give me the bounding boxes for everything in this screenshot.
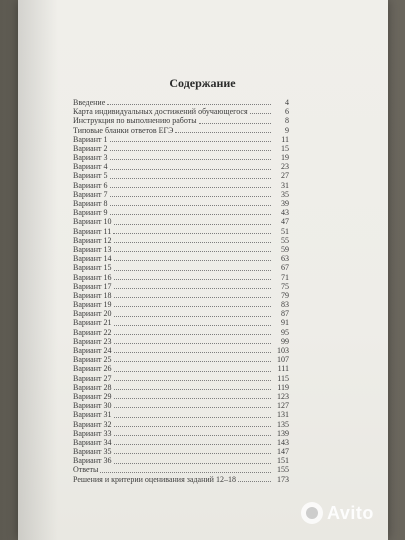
toc-entry-label: Карта индивидуальных достижений обучающегося bbox=[73, 107, 248, 117]
toc-row bbox=[73, 300, 289, 309]
toc-row bbox=[73, 217, 289, 226]
toc-row bbox=[73, 475, 289, 484]
toc-entry-page: 103 bbox=[277, 346, 289, 356]
toc-entry-page: 173 bbox=[277, 474, 289, 484]
toc-dot-leader bbox=[114, 367, 272, 372]
toc-row bbox=[73, 466, 289, 475]
toc-entry-label: Вариант 34 bbox=[73, 437, 112, 447]
bleed-through-text bbox=[240, 56, 310, 76]
toc-dot-leader bbox=[114, 220, 272, 225]
toc-entry-label: Вариант 30 bbox=[73, 401, 112, 411]
toc-entry-label: Вариант 21 bbox=[73, 318, 112, 328]
toc-entry-page: 4 bbox=[285, 97, 289, 107]
toc-row bbox=[73, 328, 289, 337]
toc-dot-leader bbox=[250, 109, 271, 114]
toc-dot-leader bbox=[110, 210, 272, 215]
toc-row bbox=[73, 401, 289, 410]
toc-entry-page: 39 bbox=[281, 199, 289, 209]
toc-entry-label: Вариант 24 bbox=[73, 346, 112, 356]
toc-entry-page: 151 bbox=[277, 456, 289, 466]
toc-entry-page: 147 bbox=[277, 447, 289, 457]
toc-dot-leader bbox=[114, 385, 272, 390]
toc-entry-page: 127 bbox=[277, 401, 289, 411]
toc-entry-label: Вариант 7 bbox=[73, 189, 108, 199]
toc-row bbox=[73, 456, 289, 465]
toc-dot-leader bbox=[114, 449, 272, 454]
toc-dot-leader bbox=[114, 422, 272, 427]
toc-entry-label: Вариант 27 bbox=[73, 373, 112, 383]
toc-row bbox=[73, 227, 289, 236]
toc-dot-leader bbox=[199, 119, 271, 124]
toc-dot-leader bbox=[114, 275, 272, 280]
toc-dot-leader bbox=[113, 229, 271, 234]
toc-entry-label: Вариант 8 bbox=[73, 199, 108, 209]
toc-dot-leader bbox=[114, 266, 272, 271]
toc-entry-page: 55 bbox=[281, 235, 289, 245]
page-title: Содержание bbox=[169, 76, 236, 90]
toc-entry-page: 23 bbox=[281, 162, 289, 172]
toc-entry-page: 87 bbox=[281, 309, 289, 319]
toc-row bbox=[73, 199, 289, 208]
toc-entry-label: Ответы bbox=[73, 465, 99, 475]
toc-dot-leader bbox=[114, 247, 272, 252]
toc-entry-page: 15 bbox=[281, 143, 289, 153]
toc-row bbox=[73, 447, 289, 456]
toc-entry-label: Вариант 18 bbox=[73, 290, 112, 300]
toc-entry-page: 27 bbox=[281, 171, 289, 181]
toc-row bbox=[73, 282, 289, 291]
toc-entry-label: Решения и критерии оценивания заданий 12–18 bbox=[73, 474, 236, 484]
toc-entry-page: 79 bbox=[281, 290, 289, 300]
toc-row bbox=[73, 337, 289, 346]
toc-row bbox=[73, 181, 289, 190]
toc-row bbox=[73, 208, 289, 217]
toc-entry-page: 19 bbox=[281, 153, 289, 163]
toc-entry-label: Вариант 6 bbox=[73, 180, 108, 190]
toc-row bbox=[73, 144, 289, 153]
toc-entry-label: Введение bbox=[73, 97, 106, 107]
toc-entry-page: 143 bbox=[277, 437, 289, 447]
toc-row bbox=[73, 410, 289, 419]
toc-entry-label: Вариант 15 bbox=[73, 263, 112, 273]
toc-entry-page: 67 bbox=[281, 263, 289, 273]
toc-dot-leader bbox=[114, 376, 272, 381]
toc-dot-leader bbox=[114, 293, 272, 298]
toc-entry-label: Вариант 36 bbox=[73, 456, 112, 466]
toc-entry-label: Типовые бланки ответов ЕГЭ bbox=[73, 125, 174, 135]
toc-row bbox=[73, 116, 289, 125]
toc-entry-page: 119 bbox=[277, 382, 289, 392]
toc-dot-leader bbox=[114, 394, 272, 399]
toc-dot-leader bbox=[110, 155, 272, 160]
toc-dot-leader bbox=[114, 312, 272, 317]
toc-entry-label: Вариант 31 bbox=[73, 410, 112, 420]
toc-row bbox=[73, 392, 289, 401]
toc-entry-label: Вариант 29 bbox=[73, 391, 112, 401]
toc-entry-label: Вариант 3 bbox=[73, 153, 108, 163]
toc-row bbox=[73, 346, 289, 355]
toc-row bbox=[73, 319, 289, 328]
toc-entry-page: 111 bbox=[277, 364, 289, 374]
toc-row bbox=[73, 420, 289, 429]
toc-dot-leader bbox=[114, 431, 272, 436]
toc-dot-leader bbox=[114, 459, 272, 464]
toc-dot-leader bbox=[114, 238, 272, 243]
toc-dot-leader bbox=[114, 302, 272, 307]
toc-row bbox=[73, 236, 289, 245]
toc-dot-leader bbox=[114, 284, 272, 289]
toc-entry-page: 35 bbox=[281, 189, 289, 199]
toc-entry-label: Вариант 32 bbox=[73, 419, 112, 429]
toc-entry-label: Вариант 13 bbox=[73, 244, 112, 254]
toc-entry-label: Вариант 19 bbox=[73, 300, 112, 310]
toc-row bbox=[73, 309, 289, 318]
toc-dot-leader bbox=[110, 165, 272, 170]
toc-entry-label: Вариант 20 bbox=[73, 309, 112, 319]
toc-entry-page: 8 bbox=[285, 116, 289, 126]
toc-entry-label: Вариант 2 bbox=[73, 143, 108, 153]
toc-dot-leader bbox=[114, 321, 272, 326]
toc-entry-page: 71 bbox=[281, 272, 289, 282]
toc-entry-page: 51 bbox=[281, 226, 289, 236]
toc-dot-leader bbox=[114, 403, 272, 408]
toc-entry-page: 83 bbox=[281, 300, 289, 310]
toc-dot-leader bbox=[110, 137, 272, 142]
toc-dot-leader bbox=[114, 413, 272, 418]
toc-row bbox=[73, 263, 289, 272]
toc-entry-page: 9 bbox=[285, 125, 289, 135]
toc-entry-page: 107 bbox=[277, 355, 289, 365]
toc-row bbox=[73, 364, 289, 373]
table-of-contents bbox=[73, 98, 289, 484]
toc-entry-page: 47 bbox=[281, 217, 289, 227]
toc-row bbox=[73, 107, 289, 116]
toc-row bbox=[73, 190, 289, 199]
toc-entry-label: Вариант 25 bbox=[73, 355, 112, 365]
toc-entry-page: 123 bbox=[277, 391, 289, 401]
toc-row bbox=[73, 429, 289, 438]
toc-row bbox=[73, 273, 289, 282]
toc-dot-leader bbox=[114, 440, 272, 445]
toc-entry-page: 6 bbox=[285, 107, 289, 117]
toc-dot-leader bbox=[110, 183, 272, 188]
toc-dot-leader bbox=[110, 174, 272, 179]
toc-dot-leader bbox=[238, 477, 271, 482]
toc-entry-page: 115 bbox=[277, 373, 289, 383]
toc-entry-label: Вариант 23 bbox=[73, 336, 112, 346]
toc-dot-leader bbox=[114, 357, 272, 362]
toc-dot-leader bbox=[107, 100, 271, 105]
toc-entry-label: Вариант 28 bbox=[73, 382, 112, 392]
toc-row bbox=[73, 355, 289, 364]
toc-entry-label: Вариант 33 bbox=[73, 428, 112, 438]
toc-row bbox=[73, 291, 289, 300]
toc-row bbox=[73, 374, 289, 383]
toc-row bbox=[73, 172, 289, 181]
toc-row bbox=[73, 126, 289, 135]
toc-row bbox=[73, 98, 289, 107]
toc-entry-page: 59 bbox=[281, 244, 289, 254]
toc-entry-label: Вариант 11 bbox=[73, 226, 112, 236]
toc-entry-page: 135 bbox=[277, 419, 289, 429]
toc-entry-page: 155 bbox=[277, 465, 289, 475]
toc-entry-label: Вариант 14 bbox=[73, 254, 112, 264]
toc-entry-label: Вариант 12 bbox=[73, 235, 112, 245]
toc-entry-page: 75 bbox=[281, 281, 289, 291]
toc-dot-leader bbox=[110, 192, 272, 197]
toc-entry-label: Вариант 26 bbox=[73, 364, 112, 374]
toc-row bbox=[73, 153, 289, 162]
toc-entry-label: Вариант 16 bbox=[73, 272, 112, 282]
toc-entry-label: Вариант 35 bbox=[73, 447, 112, 457]
avito-watermark-text: Avito bbox=[327, 502, 374, 523]
avito-watermark bbox=[301, 502, 387, 524]
toc-entry-page: 63 bbox=[281, 254, 289, 264]
toc-dot-leader bbox=[114, 339, 272, 344]
toc-entry-label: Инструкция по выполнению работы bbox=[73, 116, 197, 126]
toc-entry-page: 31 bbox=[281, 180, 289, 190]
toc-entry-page: 11 bbox=[281, 134, 289, 144]
toc-row bbox=[73, 383, 289, 392]
toc-entry-page: 139 bbox=[277, 428, 289, 438]
toc-dot-leader bbox=[114, 330, 272, 335]
toc-row bbox=[73, 245, 289, 254]
toc-dot-leader bbox=[114, 256, 272, 261]
toc-entry-page: 91 bbox=[281, 318, 289, 328]
toc-dot-leader bbox=[110, 201, 272, 206]
toc-dot-leader bbox=[110, 146, 272, 151]
toc-row bbox=[73, 162, 289, 171]
toc-entry-label: Вариант 17 bbox=[73, 281, 112, 291]
toc-entry-page: 95 bbox=[281, 327, 289, 337]
toc-row bbox=[73, 135, 289, 144]
toc-row bbox=[73, 254, 289, 263]
toc-dot-leader bbox=[175, 128, 271, 133]
toc-entry-page: 131 bbox=[277, 410, 289, 420]
toc-entry-page: 99 bbox=[281, 336, 289, 346]
toc-row bbox=[73, 438, 289, 447]
toc-entry-label: Вариант 22 bbox=[73, 327, 112, 337]
toc-entry-label: Вариант 10 bbox=[73, 217, 112, 227]
toc-entry-label: Вариант 5 bbox=[73, 171, 108, 181]
avito-logo-icon bbox=[301, 502, 323, 524]
toc-entry-label: Вариант 4 bbox=[73, 162, 108, 172]
toc-dot-leader bbox=[100, 468, 271, 473]
toc-entry-label: Вариант 9 bbox=[73, 208, 108, 218]
toc-entry-label: Вариант 1 bbox=[73, 134, 108, 144]
toc-entry-page: 43 bbox=[281, 208, 289, 218]
toc-dot-leader bbox=[114, 348, 272, 353]
